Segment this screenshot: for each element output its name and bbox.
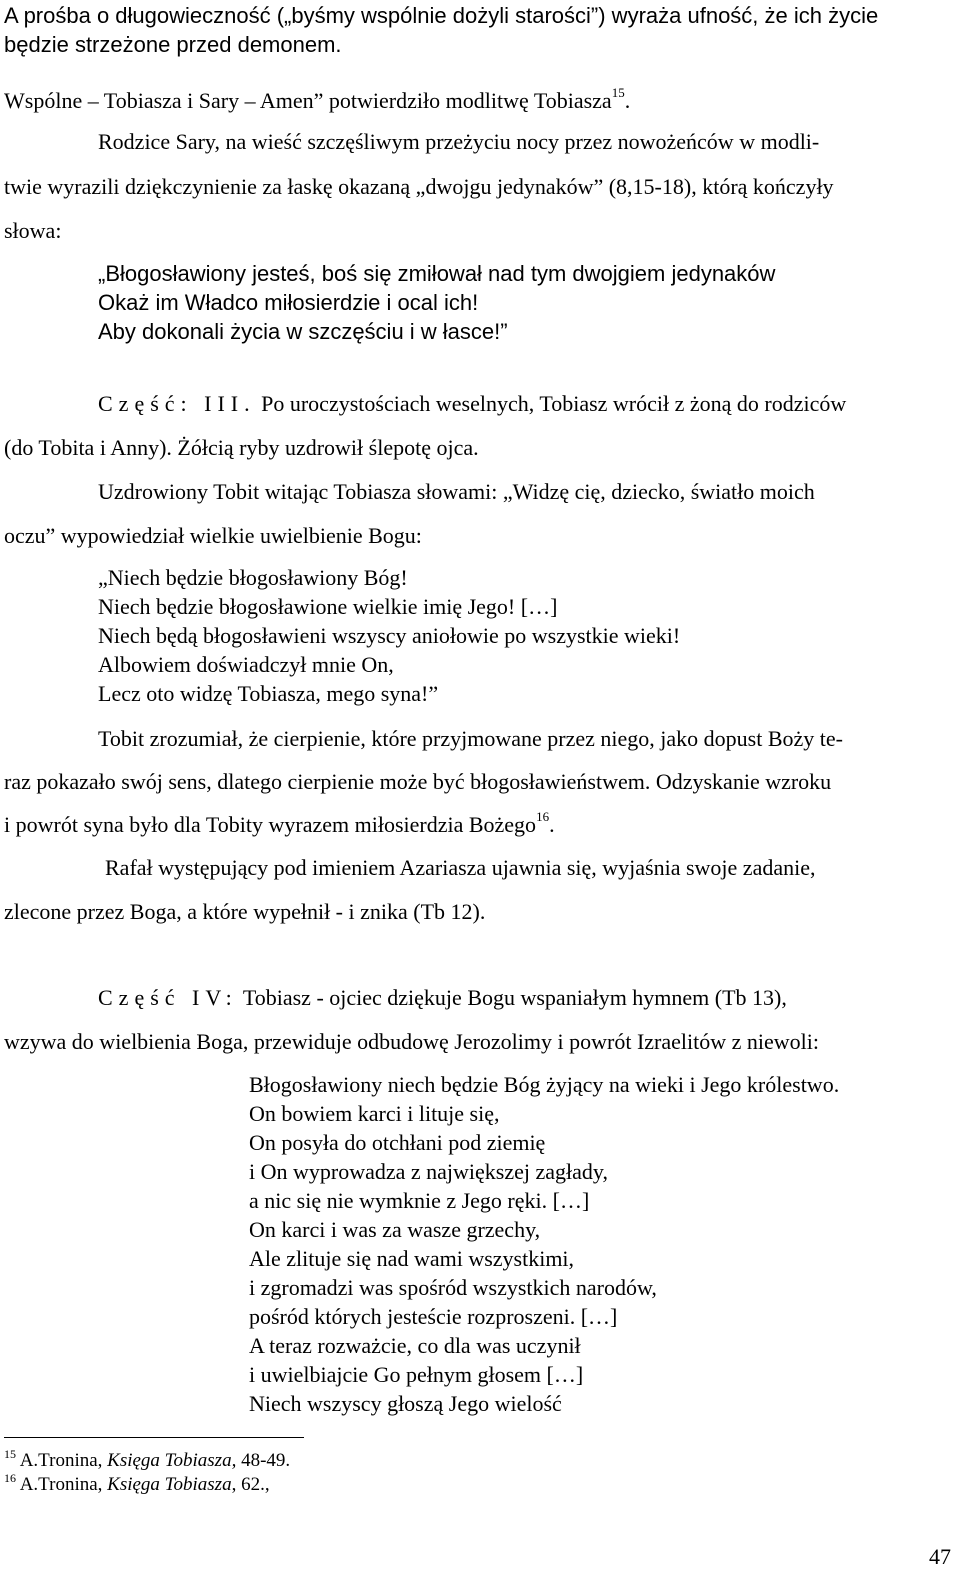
paragraph-line: Uzdrowiony Tobit witając Tobiasza słowami: „Widzę cię, dziecko, światło moich (98, 479, 815, 504)
quote-line: Niech będą błogosławieni wszyscy aniołowie po wszystkie wieki! (98, 623, 681, 648)
footnote-author: A.Tronina, (19, 1450, 108, 1471)
quote-line: Niech będzie błogosławione wielkie imię Jego! […] (98, 594, 558, 619)
footnote-author: A.Tronina, (19, 1474, 108, 1495)
hymn-line: Błogosławiony niech będzie Bóg żyjący na wieki i Jego królestwo. (249, 1072, 840, 1097)
section-heading: Część: III. (98, 391, 256, 416)
quote-line: „Niech będzie błogosławiony Bóg! (98, 565, 408, 590)
footnote-title: Księga Tobiasza (107, 1474, 232, 1495)
footnote-pages: 48-49. (236, 1450, 291, 1471)
text-line: będzie strzeżone przed demonem. (4, 32, 342, 57)
hymn-line: i zgromadzi was spośród wszystkich narodów, (249, 1275, 657, 1300)
text-span: Tobiasz - ojciec dziękuje Bogu wspaniałym hymnem (Tb 13), (242, 985, 787, 1010)
hymn-line: Niech wszyscy głoszą Jego wielość (249, 1391, 562, 1416)
hymn-line: A teraz rozważcie, co dla was uczynił (249, 1333, 581, 1358)
paragraph-line: słowa: (4, 218, 62, 243)
text-span: i powrót syna było dla Tobity wyrazem miłosierdzia Bożego (4, 812, 537, 837)
footnote-pages: , 62., (231, 1474, 270, 1495)
section-heading-line (98, 987, 787, 1009)
paragraph-line: Rodzice Sary, na wieść szczęśliwym przeżyciu nocy przez nowożeńców w modli- (98, 129, 820, 154)
paragraph-line: raz pokazało swój sens, dlatego cierpienie może być błogosławieństwem. Odzyskanie wzroku (4, 769, 832, 794)
text-span: . (624, 88, 631, 113)
footnote (4, 1447, 291, 1471)
text-line (4, 85, 631, 113)
text-span: Wspólne – Tobiasza i Sary – Amen” potwierdziło modlitwę Tobiasza (4, 88, 612, 113)
paragraph-line: Rafał występujący pod imieniem Azariasza ujawnia się, wyjaśnia swoje zadanie, (105, 855, 816, 880)
hymn-line: i uwielbiajcie Go pełnym głosem […] (249, 1362, 584, 1387)
quote-line: Lecz oto widzę Tobiasza, mego syna!” (98, 681, 439, 706)
paragraph-line: wzywa do wielbienia Boga, przewiduje odbudowę Jerozolimy i powrót Izraelitów z niewoli: (4, 1029, 819, 1054)
footnote-number: 16 (4, 1471, 16, 1485)
quote-line: „Błogosławiony jesteś, boś się zmiłował nad tym dwojgiem jedynaków (98, 261, 776, 286)
footnote-ref: 16 (536, 809, 550, 824)
quote-line: Albowiem doświadczył mnie On, (98, 652, 394, 677)
hymn-line: On posyła do otchłani pod ziemię (249, 1130, 546, 1155)
footnote-ref: 15 (611, 85, 625, 100)
hymn-line: pośród których jesteście rozproszeni. […] (249, 1304, 618, 1329)
text-line: A prośba o długowieczność („byśmy wspólnie dożyli starości”) wyraża ufność, że ich życie (4, 3, 879, 28)
hymn-line: Ale zlituje się nad wami wszystkimi, (249, 1246, 575, 1271)
hymn-line: i On wyprowadza z największej zagłady, (249, 1159, 608, 1184)
quote-line: Okaż im Władco miłosierdzie i ocal ich! (98, 290, 479, 315)
footnote-number: 15 (4, 1447, 16, 1461)
quote-line: Aby dokonali życia w szczęściu i w łasce!” (98, 319, 508, 344)
footnote (4, 1471, 270, 1495)
hymn-line: On karci i was za wasze grzechy, (249, 1217, 541, 1242)
hymn-line: a nic się nie wymknie z Jego ręki. […] (249, 1188, 590, 1213)
paragraph-line: oczu” wypowiedział wielkie uwielbienie Bogu: (4, 523, 422, 548)
hymn-line: On bowiem karci i lituje się, (249, 1101, 500, 1126)
text-span: Po uroczystościach weselnych, Tobiasz wrócił z żoną do rodziców (261, 391, 847, 416)
paragraph-line (4, 809, 555, 837)
paragraph-line: (do Tobita i Anny). Żółcią ryby uzdrowił ślepotę ojca. (4, 435, 479, 460)
paragraph-line: Tobit zrozumiał, że cierpienie, które przyjmowane przez niego, jako dopust Boży te- (98, 726, 843, 751)
paragraph-line: twie wyrazili dziękczynienie za łaskę okazaną „dwojgu jedynaków” (8,15-18), którą kończyły (4, 174, 834, 199)
text-span: . (549, 812, 555, 837)
footnote-title: Księga Tobiasza, (107, 1450, 237, 1471)
paragraph-line: zlecone przez Boga, a które wypełnił - i znika (Tb 12). (4, 899, 486, 924)
page-number: 47 (929, 1544, 951, 1569)
section-heading-line (98, 393, 846, 415)
footnote-separator (4, 1437, 304, 1438)
section-heading: Część IV: (98, 985, 238, 1010)
